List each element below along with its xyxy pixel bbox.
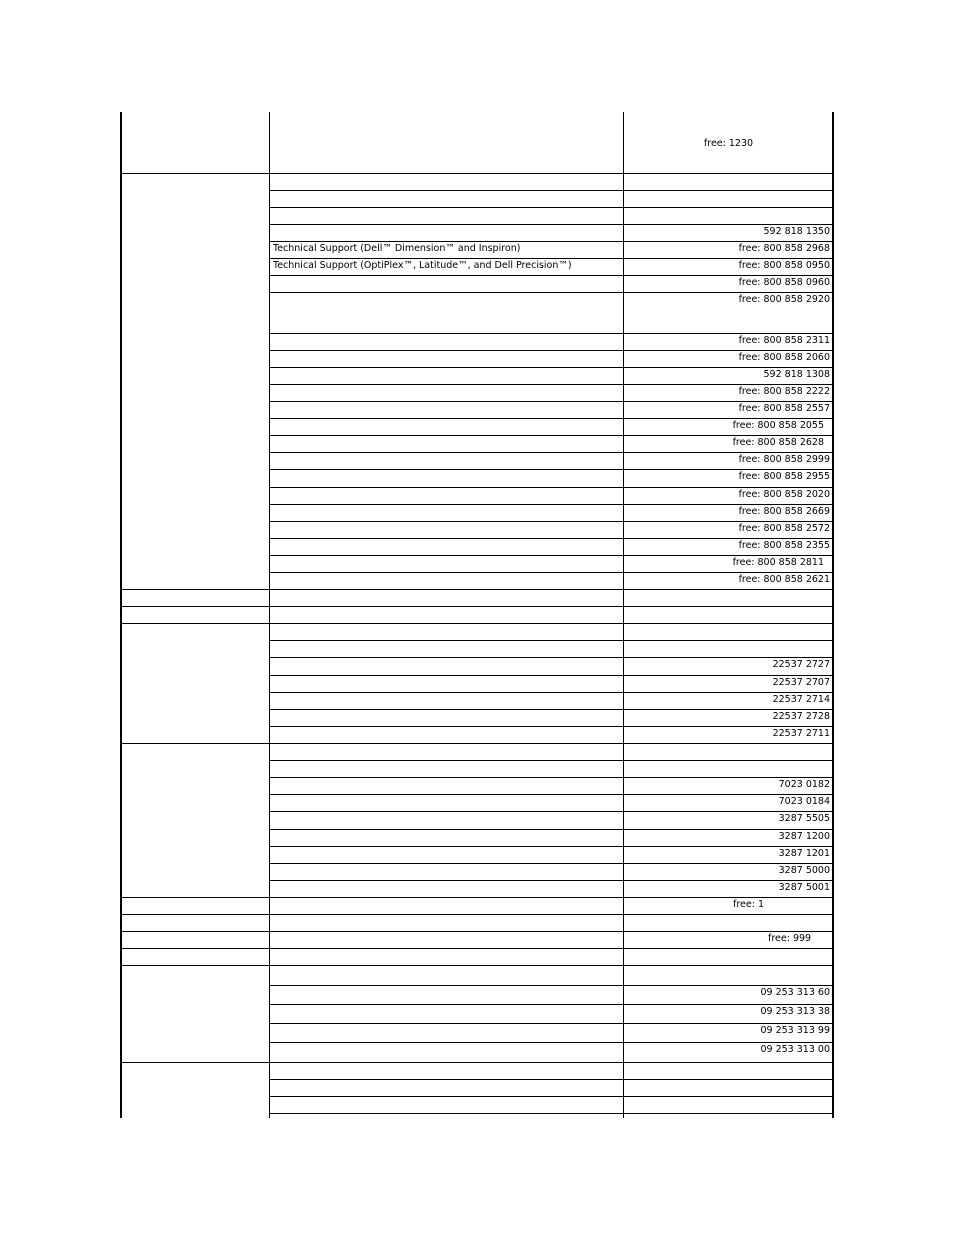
row-separator [269, 931, 834, 932]
row-separator [269, 224, 834, 225]
row-separator [269, 469, 834, 470]
number-cell: free: 800 858 2920 [738, 294, 830, 305]
number-cell: free: 800 858 2811 [732, 557, 824, 568]
row-separator [269, 606, 834, 607]
row-separator [269, 709, 834, 710]
number-cell: free: 800 858 2572 [738, 523, 830, 534]
row-separator [269, 863, 834, 864]
number-cell: free: 1 [733, 899, 764, 910]
number-cell: 7023 0184 [778, 796, 830, 807]
row-separator [269, 897, 834, 898]
number-cell: free: 800 858 2669 [738, 506, 830, 517]
row-separator [269, 275, 834, 276]
column-divider-1 [269, 112, 270, 1118]
row-separator [269, 1062, 834, 1063]
row-separator [269, 965, 834, 966]
number-cell: 09 253 313 00 [760, 1044, 830, 1055]
number-cell: 22537 2711 [772, 728, 830, 739]
row-separator [269, 435, 834, 436]
row-separator [269, 623, 834, 624]
row-separator [269, 487, 834, 488]
number-cell: 3287 5000 [778, 865, 830, 876]
row-separator [269, 333, 834, 334]
number-cell: 7023 0182 [778, 779, 830, 790]
number-cell: free: 800 858 2968 [738, 243, 830, 254]
number-cell: 22537 2707 [772, 677, 830, 688]
row-separator [269, 418, 834, 419]
row-separator [269, 258, 834, 259]
row-separator [269, 657, 834, 658]
row-separator [269, 846, 834, 847]
number-cell: free: 800 858 2999 [738, 454, 830, 465]
row-separator [269, 743, 834, 744]
row-separator [269, 1079, 834, 1080]
number-cell: free: 800 858 2020 [738, 489, 830, 500]
row-separator [269, 794, 834, 795]
number-cell: 09 253 313 60 [760, 987, 830, 998]
row-separator [269, 829, 834, 830]
number-cell: 22537 2728 [772, 711, 830, 722]
number-cell: free: 800 858 2355 [738, 540, 830, 551]
row-separator [269, 572, 834, 573]
number-cell: free: 800 858 2222 [738, 386, 830, 397]
row-separator [269, 1113, 834, 1114]
row-separator [269, 589, 834, 590]
number-cell: 592 818 1308 [763, 369, 830, 380]
number-cell: free: 800 858 2628 [732, 437, 824, 448]
number-cell: 3287 1201 [778, 848, 830, 859]
row-separator [269, 811, 834, 812]
row-separator [269, 726, 834, 727]
row-separator [269, 207, 834, 208]
number-cell: free: 800 858 2955 [738, 471, 830, 482]
row-separator [269, 452, 834, 453]
number-cell: free: 1230 [703, 138, 754, 149]
row-separator [269, 241, 834, 242]
row-separator [269, 538, 834, 539]
number-cell: free: 800 858 2311 [738, 335, 830, 346]
service-cell: Technical Support (Dell™ Dimension™ and Inspiron) [273, 243, 521, 254]
row-separator [269, 401, 834, 402]
number-cell: 3287 5505 [778, 813, 830, 824]
number-cell: free: 999 [768, 933, 812, 944]
row-separator [269, 504, 834, 505]
number-cell: free: 800 858 2055 [732, 420, 824, 431]
service-cell: Technical Support (OptiPlex™, Latitude™, and Dell Precision™) [273, 260, 572, 271]
row-separator [269, 1004, 834, 1005]
row-separator [269, 760, 834, 761]
row-separator [269, 384, 834, 385]
row-separator [269, 350, 834, 351]
row-separator [269, 1023, 834, 1024]
row-separator [269, 914, 834, 915]
number-cell: 09 253 313 99 [760, 1025, 830, 1036]
row-separator [269, 190, 834, 191]
number-cell: 3287 1200 [778, 831, 830, 842]
row-separator [269, 173, 834, 174]
row-separator [269, 1096, 834, 1097]
row-separator [269, 948, 834, 949]
number-cell: 22537 2714 [772, 694, 830, 705]
number-cell: 22537 2727 [772, 659, 830, 670]
number-cell: free: 800 858 0950 [738, 260, 830, 271]
number-cell: 592 818 1350 [763, 226, 830, 237]
row-separator [269, 675, 834, 676]
number-cell: free: 800 858 2060 [738, 352, 830, 363]
row-separator [269, 640, 834, 641]
number-cell: free: 800 858 2621 [738, 574, 830, 585]
row-separator [269, 521, 834, 522]
row-separator [269, 692, 834, 693]
row-separator [269, 292, 834, 293]
row-separator [269, 555, 834, 556]
number-cell: free: 800 858 0960 [738, 277, 830, 288]
number-cell: 3287 5001 [778, 882, 830, 893]
row-separator [269, 985, 834, 986]
number-cell: 09 253 313 38 [760, 1006, 830, 1017]
row-separator [269, 777, 834, 778]
row-separator [269, 367, 834, 368]
row-separator [269, 880, 834, 881]
number-cell: free: 800 858 2557 [738, 403, 830, 414]
row-separator [269, 1042, 834, 1043]
